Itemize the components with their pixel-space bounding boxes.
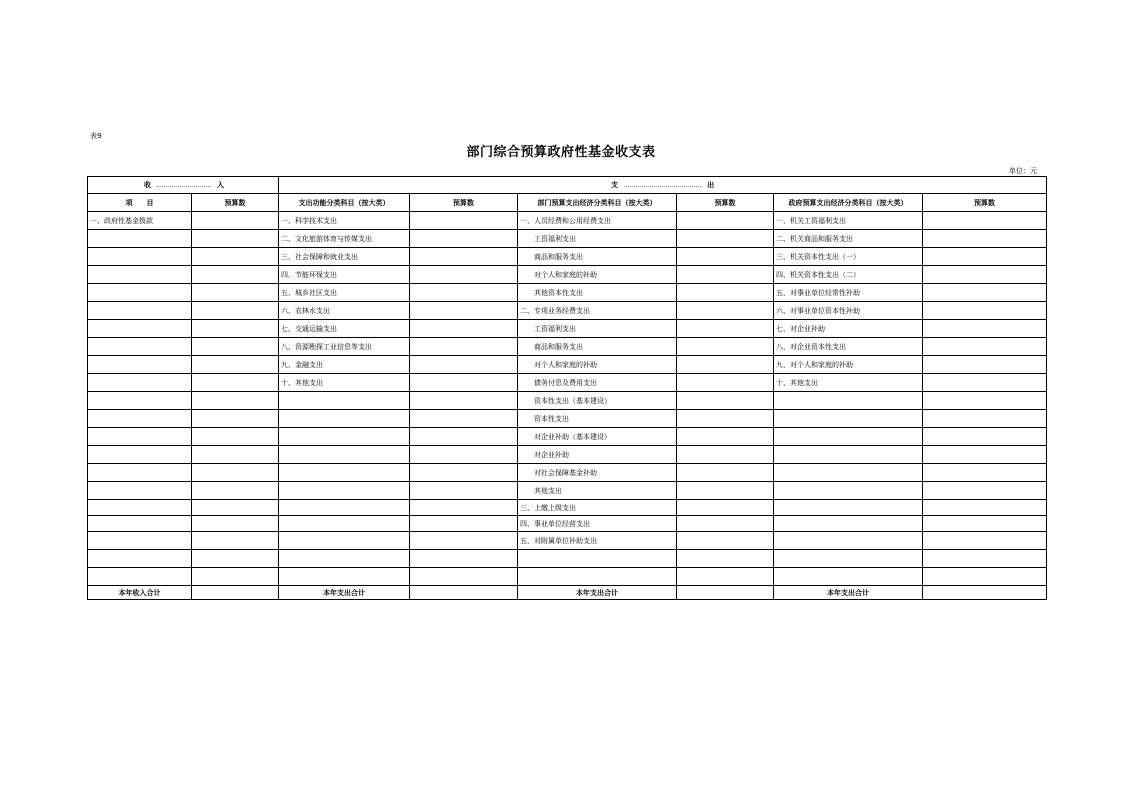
dept-item-cell: 工资福利支出: [518, 320, 677, 338]
gov-item-cell: 二、机关商品和服务支出: [774, 230, 923, 248]
table-row: [88, 392, 1047, 410]
dept-budget-cell: [677, 284, 774, 302]
gov-budget-cell: [923, 356, 1047, 374]
income-item-cell: [88, 428, 192, 446]
table-row: [88, 568, 1047, 586]
dept-item-cell: 其他资本性支出: [518, 284, 677, 302]
dept-item-cell: 三、上缴上级支出: [518, 500, 677, 516]
dept-item-cell: 商品和服务支出: [518, 338, 677, 356]
gov-item-cell: 六、对事业单位资本性补助: [774, 302, 923, 320]
func-budget-cell: [410, 428, 518, 446]
gov-budget-cell: [923, 500, 1047, 516]
func-budget-cell: [410, 248, 518, 266]
gov-item-cell: [774, 516, 923, 532]
income-item-cell: [88, 230, 192, 248]
col-header-func-item: 支出功能分类科目（按大类）: [279, 194, 410, 212]
func-item-cell: [279, 482, 410, 500]
income-budget-cell: [192, 550, 279, 568]
gov-budget-cell: [923, 230, 1047, 248]
income-item-cell: [88, 266, 192, 284]
table-row: [88, 428, 1047, 446]
page-tag: 表9: [90, 132, 102, 140]
dept-item-cell: 对企业补助（基本建设）: [518, 428, 677, 446]
dept-item-cell: 债务付息及费用支出: [518, 374, 677, 392]
dept-budget-cell: [677, 392, 774, 410]
income-budget-cell: [192, 446, 279, 464]
income-budget-cell: [192, 482, 279, 500]
dept-budget-cell: [677, 212, 774, 230]
func-budget-cell: [410, 374, 518, 392]
gov-budget-cell: [923, 410, 1047, 428]
gov-budget-cell: [923, 392, 1047, 410]
income-item-cell: [88, 446, 192, 464]
func-item-cell: [279, 500, 410, 516]
total-gov-label: 本年支出合计: [774, 586, 923, 600]
table-row: [88, 320, 1047, 338]
dept-item-cell: 对企业补助: [518, 446, 677, 464]
col-header-gov-budget: 预算数: [923, 194, 1047, 212]
func-item-cell: [279, 392, 410, 410]
func-budget-cell: [410, 550, 518, 568]
gov-item-cell: 四、机关资本性支出（二）: [774, 266, 923, 284]
dept-item-cell: 资本性支出（基本建设）: [518, 392, 677, 410]
total-func-value: [410, 586, 518, 600]
budget-table: [87, 176, 1047, 600]
func-budget-cell: [410, 338, 518, 356]
income-item-cell: [88, 532, 192, 550]
income-budget-cell: [192, 392, 279, 410]
func-item-cell: 三、社会保障和就业支出: [279, 248, 410, 266]
func-item-cell: 二、文化旅游体育与传媒支出: [279, 230, 410, 248]
income-group-header: [88, 177, 279, 194]
gov-item-cell: 十、其他支出: [774, 374, 923, 392]
gov-item-cell: 八、对企业资本性支出: [774, 338, 923, 356]
unit-label: 单位：元: [1009, 167, 1037, 175]
total-row: [88, 586, 1047, 600]
gov-item-cell: [774, 500, 923, 516]
total-dept-value: [677, 586, 774, 600]
income-budget-cell: [192, 284, 279, 302]
gov-budget-cell: [923, 428, 1047, 446]
total-gov-value: [923, 586, 1047, 600]
expense-group-char-2: 出: [707, 181, 715, 189]
gov-budget-cell: [923, 568, 1047, 586]
gov-budget-cell: [923, 482, 1047, 500]
income-item-cell: [88, 356, 192, 374]
dept-item-cell: 二、专项业务经费支出: [518, 302, 677, 320]
dept-budget-cell: [677, 568, 774, 586]
income-item-cell: [88, 320, 192, 338]
income-item-cell: [88, 410, 192, 428]
func-item-cell: 六、农林水支出: [279, 302, 410, 320]
dept-item-cell: [518, 568, 677, 586]
func-budget-cell: [410, 392, 518, 410]
table-row: [88, 500, 1047, 516]
table-row: [88, 230, 1047, 248]
gov-budget-cell: [923, 446, 1047, 464]
dept-budget-cell: [677, 482, 774, 500]
income-item-cell: [88, 248, 192, 266]
income-budget-cell: [192, 302, 279, 320]
func-item-cell: [279, 428, 410, 446]
dept-item-cell: 对个人和家庭的补助: [518, 266, 677, 284]
income-item-cell: [88, 516, 192, 532]
col-header-income-budget: 预算数: [192, 194, 279, 212]
total-func-label: 本年支出合计: [279, 586, 410, 600]
income-budget-cell: [192, 410, 279, 428]
dept-budget-cell: [677, 302, 774, 320]
func-budget-cell: [410, 482, 518, 500]
income-item-cell: [88, 500, 192, 516]
gov-budget-cell: [923, 320, 1047, 338]
func-budget-cell: [410, 532, 518, 550]
table-row: [88, 482, 1047, 500]
func-budget-cell: [410, 212, 518, 230]
dept-item-cell: 对社会保障基金补助: [518, 464, 677, 482]
func-item-cell: 八、资源勘探工业信息等支出: [279, 338, 410, 356]
income-budget-cell: [192, 464, 279, 482]
table-row: [88, 266, 1047, 284]
income-budget-cell: [192, 500, 279, 516]
income-budget-cell: [192, 428, 279, 446]
col-header-dept-item: 部门预算支出经济分类科目（按大类）: [518, 194, 677, 212]
func-item-cell: [279, 532, 410, 550]
dept-budget-cell: [677, 230, 774, 248]
expense-group-header: [279, 177, 1047, 194]
total-income-value: [192, 586, 279, 600]
gov-item-cell: 一、机关工资福利支出: [774, 212, 923, 230]
func-item-cell: 九、金融支出: [279, 356, 410, 374]
gov-item-cell: [774, 568, 923, 586]
income-item-cell: [88, 568, 192, 586]
gov-item-cell: [774, 392, 923, 410]
table-row: [88, 446, 1047, 464]
dept-budget-cell: [677, 446, 774, 464]
col-header-dept-budget: 预算数: [677, 194, 774, 212]
dept-budget-cell: [677, 500, 774, 516]
func-item-cell: 十、其他支出: [279, 374, 410, 392]
gov-budget-cell: [923, 248, 1047, 266]
func-item-cell: [279, 516, 410, 532]
func-item-cell: 五、城乡社区支出: [279, 284, 410, 302]
dept-item-cell: 五、对附属单位补助支出: [518, 532, 677, 550]
func-budget-cell: [410, 230, 518, 248]
income-budget-cell: [192, 374, 279, 392]
gov-budget-cell: [923, 550, 1047, 568]
table-row: [88, 410, 1047, 428]
func-item-cell: 四、节能环保支出: [279, 266, 410, 284]
gov-item-cell: [774, 482, 923, 500]
income-budget-cell: [192, 516, 279, 532]
gov-budget-cell: [923, 516, 1047, 532]
income-budget-cell: [192, 338, 279, 356]
gov-item-cell: [774, 446, 923, 464]
gov-item-cell: [774, 532, 923, 550]
income-budget-cell: [192, 356, 279, 374]
gov-item-cell: [774, 410, 923, 428]
gov-budget-cell: [923, 284, 1047, 302]
col-header-income-item: 项 目: [88, 194, 192, 212]
dept-budget-cell: [677, 266, 774, 284]
col-header-func-budget: 预算数: [410, 194, 518, 212]
dept-item-cell: [518, 550, 677, 568]
total-income-label: 本年收入合计: [88, 586, 192, 600]
income-item-cell: [88, 338, 192, 356]
dept-item-cell: 商品和服务支出: [518, 248, 677, 266]
func-item-cell: [279, 550, 410, 568]
gov-item-cell: 九、对个人和家庭的补助: [774, 356, 923, 374]
table-row: [88, 532, 1047, 550]
income-item-cell: 一、政府性基金拨款: [88, 212, 192, 230]
func-budget-cell: [410, 284, 518, 302]
income-group-char-2: 入: [217, 181, 224, 189]
gov-budget-cell: [923, 374, 1047, 392]
dept-item-cell: 四、事业单位经营支出: [518, 516, 677, 532]
gov-budget-cell: [923, 212, 1047, 230]
expense-group-char-1: 支: [611, 181, 618, 189]
gov-item-cell: 七、对企业补助: [774, 320, 923, 338]
income-budget-cell: [192, 568, 279, 586]
income-item-cell: [88, 464, 192, 482]
func-budget-cell: [410, 266, 518, 284]
dept-budget-cell: [677, 374, 774, 392]
table-row: [88, 356, 1047, 374]
dept-item-cell: 资本性支出: [518, 410, 677, 428]
gov-item-cell: 三、机关资本性支出（一）: [774, 248, 923, 266]
income-item-cell: [88, 550, 192, 568]
table-row: [88, 212, 1047, 230]
func-budget-cell: [410, 320, 518, 338]
table-row: [88, 516, 1047, 532]
dept-budget-cell: [677, 550, 774, 568]
dept-item-cell: 对个人和家庭的补助: [518, 356, 677, 374]
table-row: [88, 284, 1047, 302]
income-item-cell: [88, 482, 192, 500]
dept-budget-cell: [677, 356, 774, 374]
gov-budget-cell: [923, 532, 1047, 550]
dotted-leader: [624, 180, 701, 187]
func-budget-cell: [410, 302, 518, 320]
func-budget-cell: [410, 356, 518, 374]
income-item-cell: [88, 284, 192, 302]
gov-item-cell: [774, 428, 923, 446]
income-budget-cell: [192, 212, 279, 230]
income-group-char-1: 收: [144, 181, 151, 189]
func-item-cell: [279, 464, 410, 482]
total-dept-label: 本年支出合计: [518, 586, 677, 600]
func-budget-cell: [410, 446, 518, 464]
gov-budget-cell: [923, 266, 1047, 284]
func-item-cell: [279, 446, 410, 464]
dept-budget-cell: [677, 410, 774, 428]
dotted-leader: [157, 180, 211, 187]
func-budget-cell: [410, 568, 518, 586]
func-budget-cell: [410, 464, 518, 482]
page-title: 部门综合预算政府性基金收支表: [466, 145, 656, 160]
gov-item-cell: [774, 464, 923, 482]
dept-budget-cell: [677, 248, 774, 266]
income-budget-cell: [192, 320, 279, 338]
dept-item-cell: 工资福利支出: [518, 230, 677, 248]
gov-budget-cell: [923, 464, 1047, 482]
dept-budget-cell: [677, 464, 774, 482]
dept-budget-cell: [677, 320, 774, 338]
income-item-cell: [88, 392, 192, 410]
func-budget-cell: [410, 516, 518, 532]
income-budget-cell: [192, 230, 279, 248]
group-header-row: [88, 177, 1047, 194]
table-row: [88, 338, 1047, 356]
gov-item-cell: [774, 550, 923, 568]
income-item-cell: [88, 302, 192, 320]
func-item-cell: 一、科学技术支出: [279, 212, 410, 230]
dept-budget-cell: [677, 428, 774, 446]
column-header-row: [88, 194, 1047, 212]
income-budget-cell: [192, 248, 279, 266]
table-row: [88, 374, 1047, 392]
table-row: [88, 302, 1047, 320]
col-header-gov-item: 政府预算支出经济分类科目（按大类）: [774, 194, 923, 212]
func-item-cell: 七、交通运输支出: [279, 320, 410, 338]
gov-item-cell: 五、对事业单位经常性补助: [774, 284, 923, 302]
func-budget-cell: [410, 410, 518, 428]
func-item-cell: [279, 410, 410, 428]
dept-budget-cell: [677, 516, 774, 532]
table-row: [88, 248, 1047, 266]
table-body: [88, 212, 1047, 586]
dept-item-cell: 其他支出: [518, 482, 677, 500]
income-budget-cell: [192, 266, 279, 284]
dept-budget-cell: [677, 338, 774, 356]
income-budget-cell: [192, 532, 279, 550]
dept-item-cell: 一、人员经费和公用经费支出: [518, 212, 677, 230]
func-budget-cell: [410, 500, 518, 516]
table-row: [88, 550, 1047, 568]
gov-budget-cell: [923, 338, 1047, 356]
func-item-cell: [279, 568, 410, 586]
dept-budget-cell: [677, 532, 774, 550]
table-row: [88, 464, 1047, 482]
gov-budget-cell: [923, 302, 1047, 320]
income-item-cell: [88, 374, 192, 392]
